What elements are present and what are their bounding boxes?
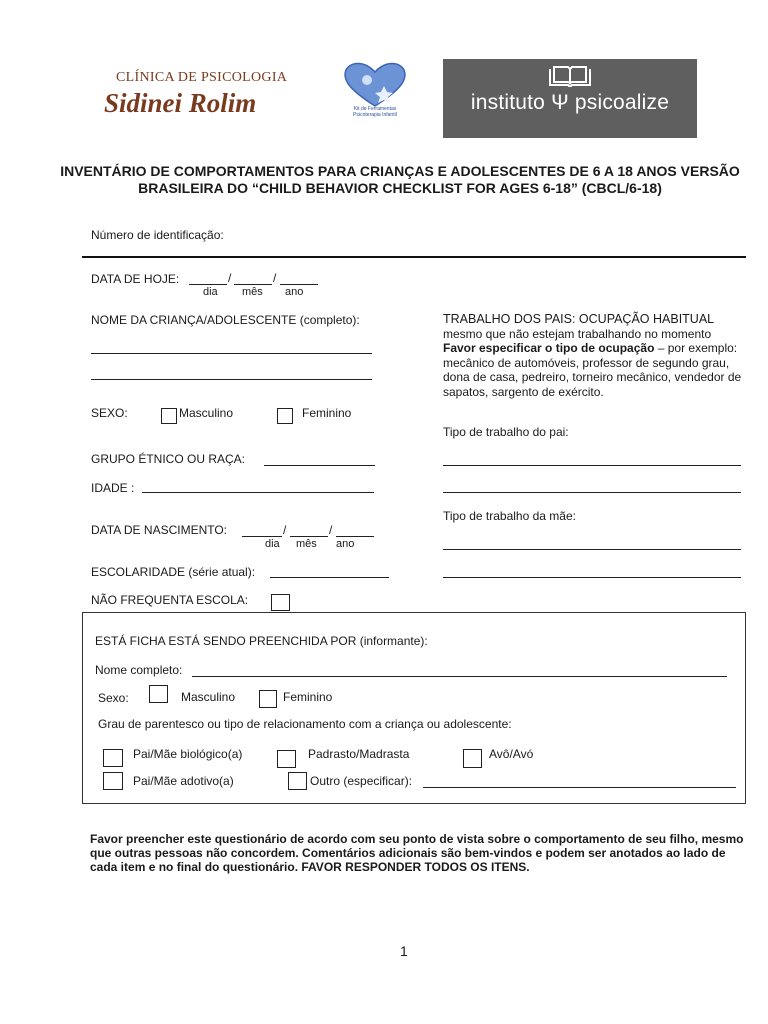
female-checkbox[interactable]: [277, 408, 293, 424]
informant-box-bottom: [82, 803, 746, 804]
school-label: ESCOLARIDADE (série atual):: [91, 565, 256, 579]
kit-logo: [340, 60, 410, 128]
parents-work-text: [443, 312, 743, 399]
clinic-logo-line1: CLÍNICA DE PSICOLOGIA: [116, 70, 288, 85]
date-today-month-field[interactable]: [234, 284, 272, 285]
informant-name-label: Nome completo:: [95, 663, 183, 677]
ano-caption: ano: [285, 286, 304, 298]
institute-name: instituto Ψ psicoalize: [470, 91, 670, 114]
father-work-field-1[interactable]: [443, 465, 741, 466]
father-work-field-2[interactable]: [443, 492, 741, 493]
birth-month-field[interactable]: [290, 536, 328, 537]
parents-work-note: mesmo que não estejam trabalhando no momento: [443, 326, 712, 341]
divider: [82, 256, 746, 258]
parents-work-bold: Favor especificar o tipo de ocupação: [443, 341, 655, 355]
bio-parent-checkbox[interactable]: [103, 749, 123, 767]
birth-date-label: DATA DE NASCIMENTO:: [91, 523, 228, 537]
grandparent-checkbox[interactable]: [463, 749, 482, 768]
ethnic-field[interactable]: [264, 465, 375, 466]
age-label: IDADE :: [91, 481, 135, 495]
date-sep: /: [273, 271, 277, 285]
institute-logo: [443, 59, 697, 138]
adoptive-parent-label: Pai/Mãe adotivo(a): [133, 774, 234, 788]
stepparent-checkbox[interactable]: [277, 750, 296, 768]
relation-label: Grau de parentesco ou tipo de relacionamento com a criança ou adolescente:: [98, 717, 512, 731]
ano-caption: ano: [336, 538, 355, 550]
adoptive-parent-checkbox[interactable]: [103, 772, 123, 790]
mother-work-field-2[interactable]: [443, 577, 741, 578]
informant-box-top: [82, 612, 746, 613]
school-field[interactable]: [270, 577, 389, 578]
age-field[interactable]: [142, 492, 374, 493]
mother-work-field-1[interactable]: [443, 549, 741, 550]
informant-male-label: Masculino: [181, 690, 236, 704]
date-today-year-field[interactable]: [280, 284, 318, 285]
instructions-note: Favor preencher este questionário de acordo com seu ponto de vista sobre o comportamento de seu filho, mesmo que outras pessoas não concordem. Comentários adicionais são bem-vindos e podem ser anotados ao lado de cada item e no final do questionário. FAVOR RESPONDER TODOS OS ITENS.: [90, 832, 744, 874]
mother-work-label: Tipo de trabalho da mãe:: [443, 509, 576, 523]
book-icon: [548, 65, 592, 87]
clinic-logo-line2: Sidinei Rolim: [104, 88, 257, 118]
page-number: 1: [400, 943, 408, 959]
page-title: INVENTÁRIO DE COMPORTAMENTOS PARA CRIANÇAS E ADOLESCENTES DE 6 A 18 ANOS VERSÃO BRASILEIRA DO “CHILD BEHAVIOR CHECKLIST FOR AGES 6-18” (CBCL/6-18): [60, 163, 740, 196]
kit-logo-caption: Kit de Ferramentas Psicoterapia Infantil: [353, 106, 397, 118]
heart-icon: [340, 60, 410, 108]
mes-caption: mês: [296, 538, 317, 550]
male-checkbox[interactable]: [161, 408, 177, 424]
other-relation-label: Outro (especificar):: [310, 774, 413, 788]
grandparent-label: Avô/Avó: [489, 747, 534, 761]
birth-day-field[interactable]: [242, 536, 282, 537]
no-school-checkbox[interactable]: [271, 594, 290, 611]
child-name-field-1[interactable]: [91, 353, 372, 354]
parents-work-examples: – por exemplo: mecânico de automóveis, professor de segundo grau, dona de casa, pedreiro, torneiro mecânico, vendedor de sapatos, sargento de exército.: [443, 341, 742, 399]
father-work-label: Tipo de trabalho do pai:: [443, 425, 569, 439]
mes-caption: mês: [242, 286, 263, 298]
informant-heading: ESTÁ FICHA ESTÁ SENDO PREENCHIDA POR (informante):: [95, 634, 428, 648]
informant-box-right: [745, 612, 746, 804]
date-sep: /: [329, 523, 333, 537]
other-relation-field[interactable]: [423, 787, 736, 788]
id-label: Número de identificação:: [91, 228, 224, 242]
informant-sex-label: Sexo:: [98, 691, 129, 705]
male-label: Masculino: [179, 406, 234, 420]
informant-box-left: [82, 612, 83, 804]
clinic-logo: [104, 70, 289, 120]
dia-caption: dia: [265, 538, 280, 550]
sex-label: SEXO:: [91, 406, 128, 420]
informant-female-label: Feminino: [283, 690, 333, 704]
ethnic-label: GRUPO ÉTNICO OU RAÇA:: [91, 452, 246, 466]
date-sep: /: [228, 271, 232, 285]
stepparent-label: Padrasto/Madrasta: [308, 747, 410, 761]
date-today-day-field[interactable]: [189, 284, 227, 285]
informant-female-checkbox[interactable]: [259, 690, 277, 708]
informant-name-field[interactable]: [192, 676, 727, 677]
other-relation-checkbox[interactable]: [288, 772, 307, 790]
no-school-label: NÃO FREQUENTA ESCOLA:: [91, 593, 249, 607]
birth-year-field[interactable]: [336, 536, 374, 537]
date-today-label: DATA DE HOJE:: [91, 272, 180, 286]
child-name-field-2[interactable]: [91, 379, 372, 380]
bio-parent-label: Pai/Mãe biológico(a): [133, 747, 243, 761]
parents-work-heading: TRABALHO DOS PAIS: OCUPAÇÃO HABITUAL: [443, 312, 715, 326]
dia-caption: dia: [203, 286, 218, 298]
informant-male-checkbox[interactable]: [149, 685, 168, 703]
parents-work-instructions: [443, 341, 743, 399]
child-name-label: NOME DA CRIANÇA/ADOLESCENTE (completo):: [91, 313, 360, 327]
date-sep: /: [283, 523, 287, 537]
female-label: Feminino: [302, 406, 352, 420]
